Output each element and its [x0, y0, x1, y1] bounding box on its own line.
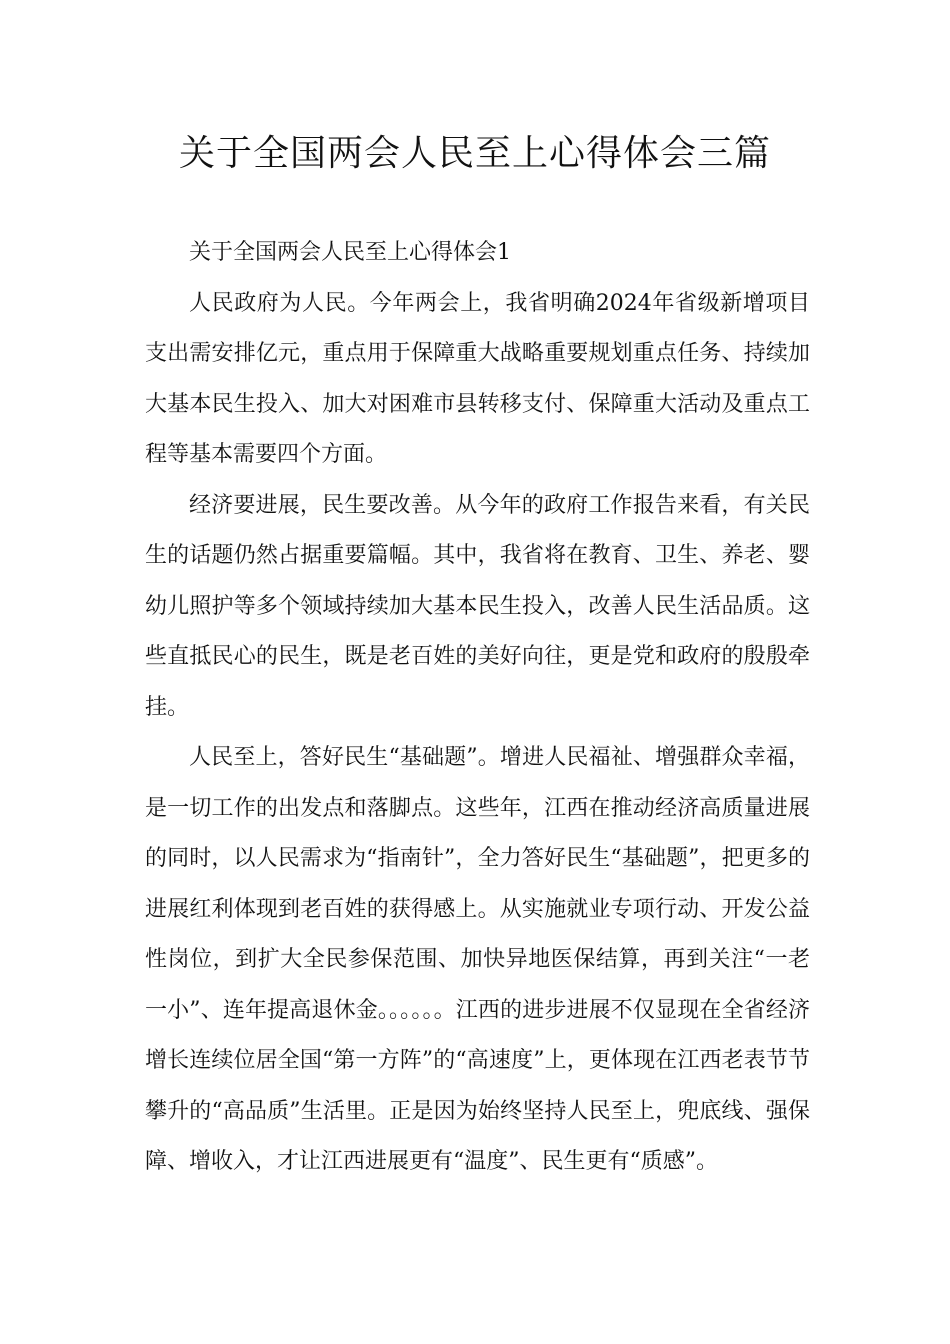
document-title: 关于全国两会人民至上心得体会三篇: [178, 133, 771, 174]
document-body: [145, 228, 810, 1188]
paragraph-1: 人民政府为人民。今年两会上，我省明确2024年省级新增项目支出需安排亿元，重点用于保障重大战略重要规划重点任务、持续加大基本民生投入、加大对困难市县转移支付、保障重大活动及重点工程等基本需要四个方面。: [145, 290, 810, 467]
paragraph-2: 经济要进展，民生要改善。从今年的政府工作报告来看，有关民生的话题仍然占据重要篇幅。其中，我省将在教育、卫生、养老、婴幼儿照护等多个领域持续加大基本民生投入，改善人民生活品质。这些直抵民心的民生，既是老百姓的美好向往，更是党和政府的殷殷牵挂。: [145, 492, 810, 720]
paragraph-3: 人民至上，答好民生“基础题”。增进人民福祉、增强群众幸福，是一切工作的出发点和落脚点。这些年，江西在推动经济高质量进展的同时，以人民需求为“指南针”，全力答好民生“基础题”，把更多的进展红利体现到老百姓的获得感上。从实施就业专项行动、开发公益性岗位，到扩大全民参保范围、加快异地医保结算，再到关注“一老一小”、连年提高退休金。。。。。。江西的进步进展不仅显现在全省经济增长连续位居全国“第一方阵”的“高速度”上，更体现在江西老表节节攀升的“高品质”生活里。正是因为始终坚持人民至上，兜底线、强保障、增收入，才让江西进展更有“温度”、民生更有“质感”。: [145, 745, 810, 1174]
section-subtitle: 关于全国两会人民至上心得体会1: [189, 240, 511, 265]
